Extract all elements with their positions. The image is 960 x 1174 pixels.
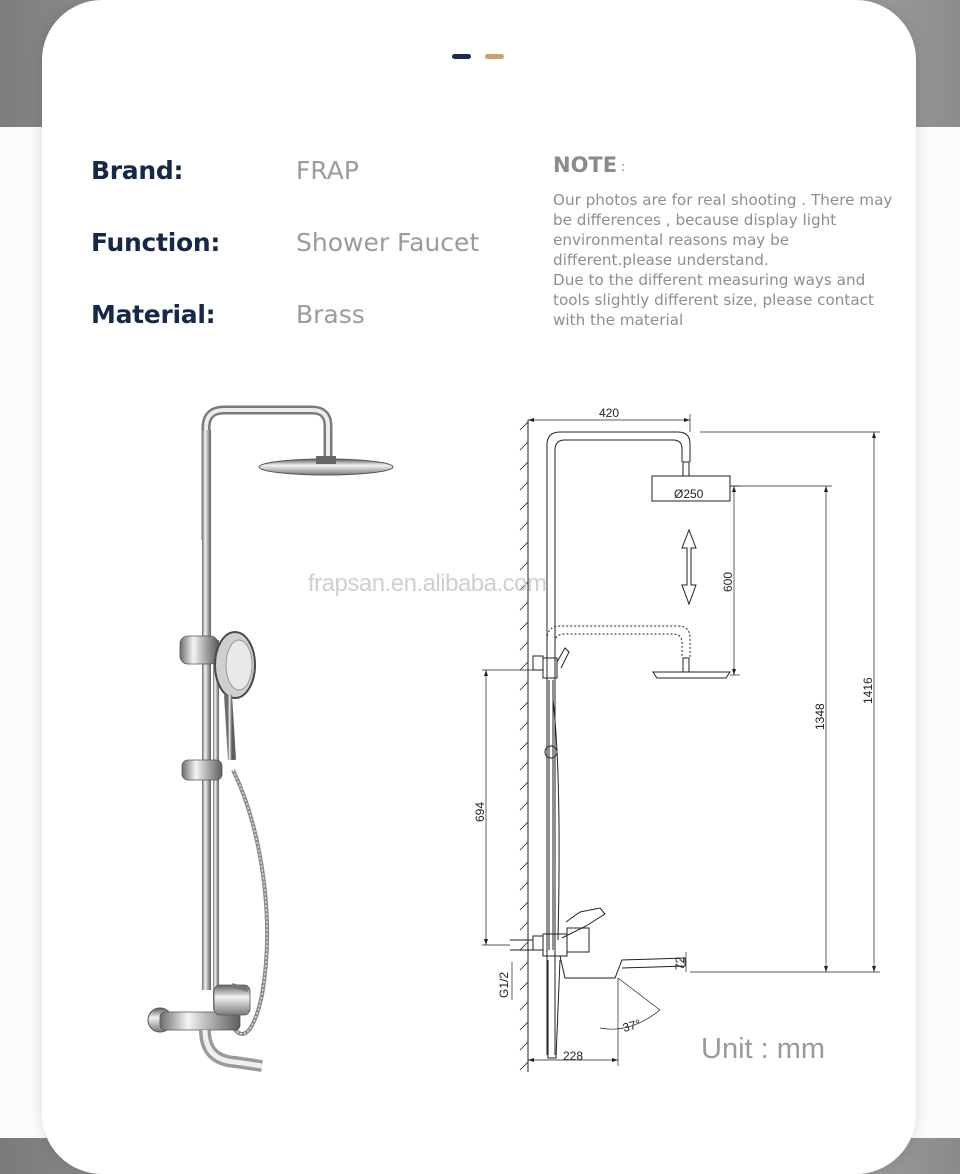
material-value: Brass: [296, 300, 365, 329]
watermark: frapsan.en.alibaba.com: [308, 570, 547, 597]
dim-1348: 1348: [813, 703, 827, 730]
note-text: Our photos are for real shooting . There may be differences , because display light environmental reasons may be different.please understand. Due to the different measuring ways and tools slightly different size, please contact with the material: [553, 191, 893, 329]
material-label: Material:: [91, 300, 216, 329]
dim-1416: 1416: [861, 677, 875, 704]
note-title: NOTE: [553, 153, 618, 177]
dim-228: 228: [563, 1049, 584, 1063]
brand-value: FRAP: [296, 156, 359, 185]
function-value: Shower Faucet: [296, 228, 480, 257]
brand-label: Brand:: [91, 156, 184, 185]
function-label: Function:: [91, 228, 221, 257]
dim-600: 600: [721, 571, 735, 592]
dim-250: Ø250: [674, 487, 704, 501]
unit-label: Unit : mm: [701, 1033, 826, 1065]
dim-420: 420: [599, 406, 620, 420]
dim-g12: G1/2: [497, 971, 511, 998]
dim-694: 694: [473, 801, 487, 822]
note-colon: :: [621, 160, 626, 175]
dim-37: 37°: [621, 1016, 643, 1035]
dim-72: 72: [673, 956, 687, 970]
wall-hatch: [520, 422, 528, 1070]
